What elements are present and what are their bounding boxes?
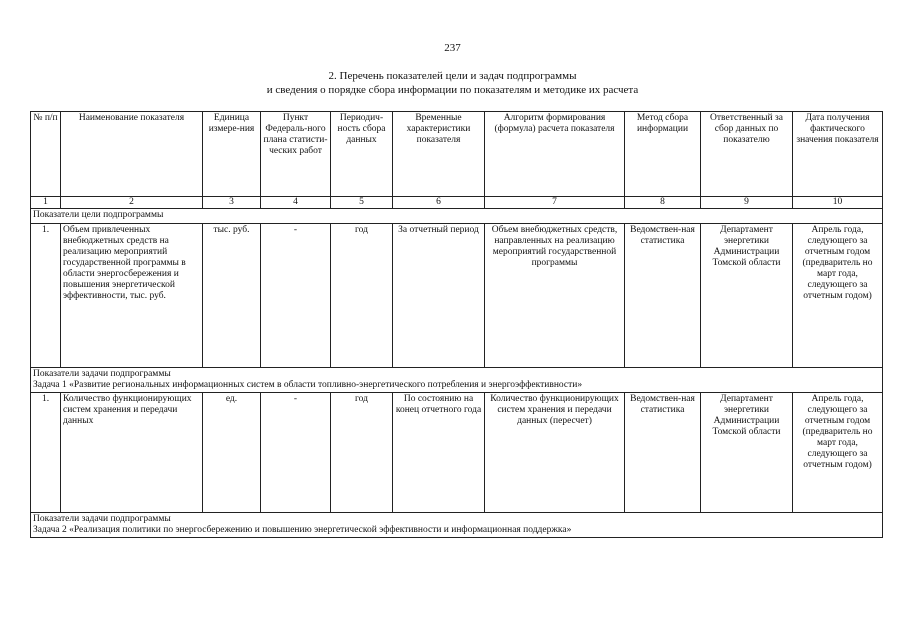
cell-time-char: По состоянию на конец отчетного года — [393, 393, 485, 513]
cell-algorithm: Объем внебюджетных средств, направленных на реализацию мероприятий государственной программы — [485, 224, 625, 368]
indicators-table — [30, 111, 883, 538]
header-cell-algorithm: Алгоритм формирования (формула) расчета показателя — [485, 112, 625, 197]
cell-responsible: Департамент энергетики Администрации Томской области — [701, 393, 793, 513]
cell-date: Апрель года, следующего за отчетным годом (предваритель но март года, следующего за отчетным годом) — [793, 393, 883, 513]
header-cell-num: № п/п — [31, 112, 61, 197]
header-cell-periodicity: Периодич-ность сбора данных — [331, 112, 393, 197]
section-row-task2 — [31, 513, 883, 538]
column-number: 10 — [793, 197, 883, 209]
cell-num: 1. — [31, 393, 61, 513]
title-line-2: и сведения о порядке сбора информации по показателям и методике их расчета — [266, 84, 639, 96]
table-row — [31, 393, 883, 513]
section-task2-name: Задача 2 «Реализация политики по энергосбережению и повышению энергетической эффективности и информационная поддержка» — [33, 525, 572, 535]
header-cell-method: Метод сбора информации — [625, 112, 701, 197]
section-row-task1 — [31, 368, 883, 393]
cell-num: 1. — [31, 224, 61, 368]
section-row-goal — [31, 209, 883, 224]
header-cell-name: Наименование показателя — [61, 112, 203, 197]
column-number: 4 — [261, 197, 331, 209]
cell-name: Количество функционирующих систем хранения и передачи данных — [61, 393, 203, 513]
column-number: 7 — [485, 197, 625, 209]
column-number: 3 — [203, 197, 261, 209]
section-task2-title: Показатели задачи подпрограммы — [33, 514, 171, 524]
cell-plan-item: - — [261, 393, 331, 513]
column-number: 9 — [701, 197, 793, 209]
column-number: 1 — [31, 197, 61, 209]
section-goal-title: Показатели цели подпрограммы — [31, 209, 883, 224]
header-cell-unit: Единица измере-ния — [203, 112, 261, 197]
cell-algorithm: Количество функционирующих систем хранения и передачи данных (пересчет) — [485, 393, 625, 513]
cell-name: Объем привлеченных внебюджетных средств на реализацию мероприятий государственной программы в области энергосбережения и повышения энергетической эффективности, тыс. руб. — [61, 224, 203, 368]
header-cell-time-char: Временные характеристики показателя — [393, 112, 485, 197]
header-row — [31, 112, 883, 197]
cell-method: Ведомствен-ная статистика — [625, 393, 701, 513]
section-task1-name: Задача 1 «Развитие региональных информационных систем в области топливно-энергетического потребления и энергоэффективности» — [33, 380, 583, 390]
page-number: 237 — [444, 42, 461, 54]
header-cell-date: Дата получения фактического значения показателя — [793, 112, 883, 197]
column-number: 6 — [393, 197, 485, 209]
cell-periodicity: год — [331, 224, 393, 368]
column-number: 5 — [331, 197, 393, 209]
cell-unit: тыс. руб. — [203, 224, 261, 368]
header-cell-responsible: Ответственный за сбор данных по показателю — [701, 112, 793, 197]
header-cell-plan-item: Пункт Федераль-ного плана статисти-ческих работ — [261, 112, 331, 197]
column-number: 8 — [625, 197, 701, 209]
column-number-row — [31, 197, 883, 209]
section-task1-title: Показатели задачи подпрограммы — [33, 369, 171, 379]
cell-date: Апрель года, следующего за отчетным годом (предваритель но март года, следующего за отчетным годом) — [793, 224, 883, 368]
cell-periodicity: год — [331, 393, 393, 513]
cell-plan-item: - — [261, 224, 331, 368]
cell-unit: ед. — [203, 393, 261, 513]
cell-responsible: Департамент энергетики Администрации Томской области — [701, 224, 793, 368]
column-number: 2 — [61, 197, 203, 209]
table-row — [31, 224, 883, 368]
cell-method: Ведомствен-ная статистика — [625, 224, 701, 368]
cell-time-char: За отчетный период — [393, 224, 485, 368]
title-line-1: 2. Перечень показателей цели и задач подпрограммы — [328, 70, 577, 82]
document-title — [0, 69, 905, 97]
